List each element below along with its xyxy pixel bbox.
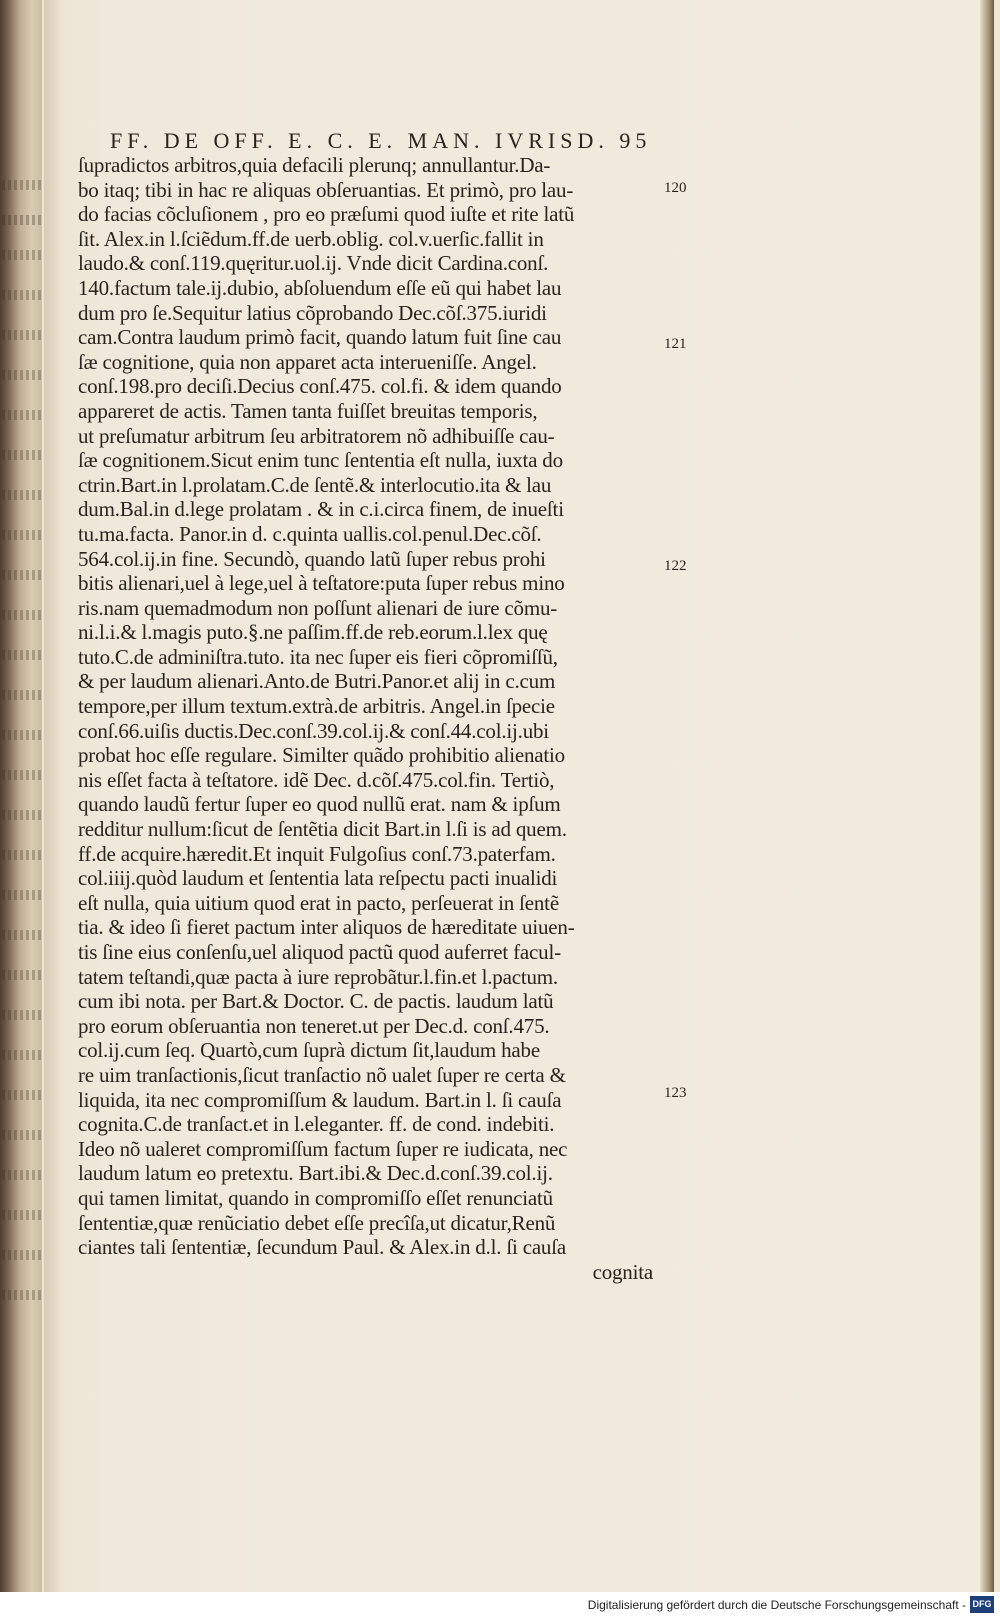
text-line: ut preſumatur arbitrum ſeu arbitratorem nõ adhibuiſſe cau- bbox=[78, 423, 555, 448]
text-line: ni.l.i.& l.magis puto.§.ne paſſim.ff.de reb.eorum.l.lex quę bbox=[78, 620, 548, 645]
text-line: do facias cõcluſionem , pro eo præſumi quod iuſte et rite latũ bbox=[78, 202, 575, 227]
text-line: re uim tranſactionis,ſicut tranſactio nõ ualet ſuper re certa & bbox=[78, 1062, 566, 1087]
text-line: tatem teſtandi,quæ pacta à iure reprobãtur.l.fin.et l.pactum. bbox=[78, 964, 558, 989]
text-line: ſæ cognitione, quia non apparet acta interueniſſe. Angel. bbox=[78, 349, 537, 374]
text-line: tuto.C.de adminiſtra.tuto. ita nec ſuper eis fieri cõpromiſſũ, bbox=[78, 644, 558, 669]
text-line: ſententiæ,quæ renũciatio debet eſſe precîſa,ut dicatur,Renũ bbox=[78, 1210, 556, 1235]
text-line: qui tamen limitat, quando in compromiſſo eſſet renunciatũ bbox=[78, 1185, 553, 1210]
text-line: laudum latum eo pretextu. Bart.ibi.& Dec.d.conſ.39.col.ij. bbox=[78, 1161, 553, 1186]
text-line: liquida, ita nec compromiſſum & laudum. Bart.in l. ſi cauſa bbox=[78, 1087, 562, 1112]
text-line: Ideo nõ ualeret compromiſſum factum ſuper re iudicata, nec bbox=[78, 1136, 568, 1161]
text-line: appareret de actis. Tamen tanta fuiſſet breuitas temporis, bbox=[78, 398, 538, 423]
text-line: col.ij.cum ſeq. Quartò,cum ſuprà dictum ſit,laudum habe bbox=[78, 1038, 540, 1063]
text-line: bitis alienari,uel à lege,uel à teſtatore:puta ſuper rebus mino bbox=[78, 571, 565, 596]
text-line: tempore,per illum textum.extrà.de arbitris. Angel.in ſpecie bbox=[78, 694, 555, 719]
text-line: tia. & ideo ſi fieret pactum inter aliquos de hæreditate uiuen- bbox=[78, 915, 575, 940]
text-line: ſupradictos arbitros,quia defacili plerunq; annullantur.Da- bbox=[78, 153, 551, 177]
text-line: pro eorum obſeruantia non teneret.ut per Dec.d. conſ.475. bbox=[78, 1013, 550, 1038]
text-line: 564.col.ij.in fine. Secundò, quando latũ ſuper rebus prohi bbox=[78, 546, 546, 571]
dfg-logo-icon: DFG bbox=[970, 1596, 994, 1613]
text-line: & per laudum alienari.Anto.de Butri.Panor.et alij in c.cum bbox=[78, 669, 556, 694]
footer-credit: Digitalisierung gefördert durch die Deutsche Forschungsgemeinschaft - bbox=[587, 1598, 966, 1612]
marginal-number: 123 bbox=[664, 1085, 687, 1101]
running-head: FF. DE OFF. E. C. E. MAN. IVRISD. 95 bbox=[110, 128, 652, 153]
marginal-number: 120 bbox=[664, 180, 687, 196]
marginal-number: 122 bbox=[664, 558, 687, 574]
text-line: quando laudũ fertur ſuper eo quod nullũ erat. nam & ipſum bbox=[78, 792, 561, 817]
text-line: eſt nulla, quia uitium quod erat in pacto, perſeuerat in ſentẽ bbox=[78, 890, 559, 915]
text-line: cam.Contra laudum primò facit, quando latum fuit ſine cau bbox=[78, 325, 562, 350]
page-edge bbox=[980, 0, 994, 1592]
text-line: ris.nam quemadmodum non poſſunt alienari de iure cõmu- bbox=[78, 595, 558, 620]
text-line: ff.de acquire.hæredit.Et inquit Fulgoſius conſ.73.paterfam. bbox=[78, 841, 556, 866]
text-line: tis ſine eius conſenſu,uel aliquod pactũ quod auferret facul- bbox=[78, 940, 561, 964]
text-line: ſit. Alex.in l.ſciẽdum.ff.de uerb.oblig. col.v.uerſic.fallit in bbox=[78, 226, 544, 251]
footer-bar bbox=[0, 1592, 1000, 1619]
catchword: cognita bbox=[592, 1259, 653, 1284]
text-line: ſæ cognitionem.Sicut enim tunc ſententia eſt nulla, iuxta do bbox=[78, 448, 563, 473]
text-line: 140.factum tale.ij.dubio, abſoluendum eſſe eũ qui habet lau bbox=[78, 275, 562, 300]
marginal-number: 121 bbox=[664, 336, 687, 352]
text-line: ciantes tali ſententiæ, ſecundum Paul. & Alex.in d.l. ſi cauſa bbox=[78, 1235, 566, 1260]
text-line: dum pro ſe.Sequitur latius cõprobando Dec.cõſ.375.iuridi bbox=[78, 300, 547, 325]
text-line: laudo.& conſ.119.quęritur.uol.ij. Vnde dicit Cardina.conſ. bbox=[78, 251, 549, 276]
text-line: ctrin.Bart.in l.prolatam.C.de ſentẽ.& interlocutio.ita & lau bbox=[78, 472, 552, 497]
text-line: cognita.C.de tranſact.et in l.eleganter. ff. de cond. indebiti. bbox=[78, 1112, 555, 1137]
text-line: nis eſſet facta à teſtatore. idẽ Dec. d.cõſ.475.col.fin. Tertiò, bbox=[78, 767, 555, 792]
text-line: bo itaq; tibi in hac re aliquas obſeruantias. Et primò, pro lau- bbox=[78, 177, 574, 202]
text-line: conſ.198.pro deciſi.Decius conſ.475. col.fi. & idem quando bbox=[78, 374, 562, 399]
facing-page-fragment bbox=[0, 0, 42, 1592]
text-line: cum ibi nota. per Bart.& Doctor. C. de pactis. laudum latũ bbox=[78, 989, 554, 1014]
text-line: redditur nullum:ſicut de ſentẽtia dicit Bart.in l.ſi is ad quem. bbox=[78, 817, 567, 842]
text-line: conſ.66.uiſis ductis.Dec.conſ.39.col.ij.& conſ.44.col.ij.ubi bbox=[78, 718, 549, 743]
text-line: probat hoc eſſe regulare. Similter quãdo prohibitio alienatio bbox=[78, 743, 565, 768]
body-text bbox=[78, 153, 653, 1284]
text-line: tu.ma.facta. Panor.in d. c.quinta uallis.col.penul.Dec.cõſ. bbox=[78, 521, 542, 546]
text-line: col.iiij.quòd laudum et ſententia lata reſpectu pacti inualidi bbox=[78, 866, 558, 891]
text-line: dum.Bal.in d.lege prolatam . & in c.i.circa finem, de inueſti bbox=[78, 497, 564, 522]
